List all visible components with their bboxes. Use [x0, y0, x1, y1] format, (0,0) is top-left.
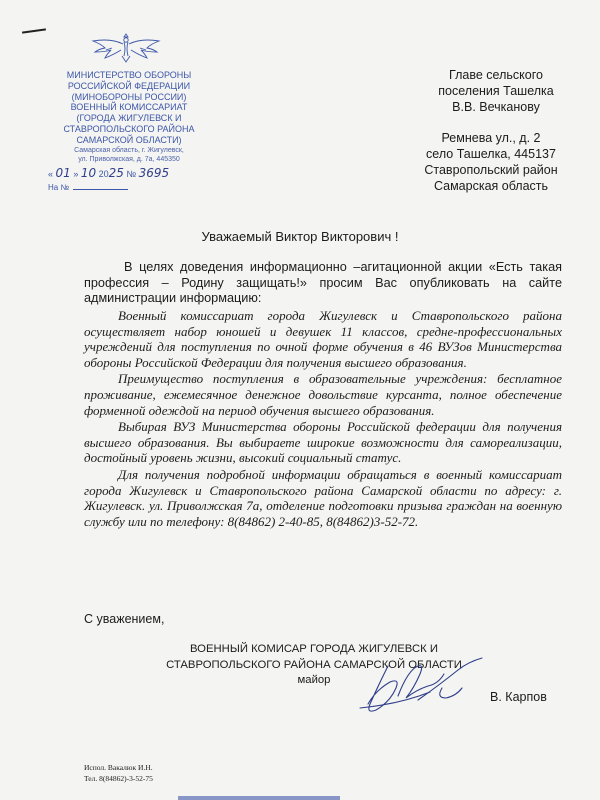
addressee-address-block: [396, 130, 586, 194]
reference-blank: [73, 189, 128, 190]
address-line: Самарская область: [433, 179, 549, 193]
body-paragraph: Военный комиссариат города Жигулевск и Ставропольского района осуществляет набор юношей и девушек 11 классов, средне-профессиональных учреждений для поступления по очной форме обучения в 46 ВУЗов Министерства обороны Российской Федерации для получения высшего образования.: [84, 308, 562, 370]
reference-line: [48, 183, 128, 192]
reg-year-prefix: 20: [98, 169, 109, 179]
addressee-line: поселения Ташелка: [438, 84, 554, 98]
body-paragraph: Для получения подробной информации обращаться в военный комиссариат города Жигулевск и Ставропольского района Самарской области по адресу: г. Жигулевск. ул. Приволжская 7а, отделение подготовки призыва граждан на военную службу или по телефону: 8(84862) 2-40-85, 8(84862)3-52-72.: [84, 466, 562, 529]
handwritten-signature: [358, 656, 488, 720]
reference-label: На №: [48, 183, 70, 192]
reg-number-label: №: [126, 169, 137, 179]
corner-pen-mark: [22, 28, 46, 33]
reg-quote-close: »: [73, 169, 79, 179]
reg-date-month: 10: [80, 166, 97, 180]
reg-quote-open: «: [48, 169, 54, 179]
closing-phrase: С уважением,: [84, 612, 165, 626]
ministry-line: ВОЕННЫЙ КОМИССАРИАТ: [70, 102, 188, 113]
signer-rank: майор: [297, 674, 331, 686]
executor-phone: Тел. 8(84862)-3-52-75: [84, 774, 153, 783]
executor-name: Испол. Вакалюк И.Н.: [84, 763, 153, 772]
ministry-address-line: Самарская область, г. Жигулевск,: [74, 146, 184, 154]
address-line: село Ташелка, 445137: [426, 147, 556, 161]
reg-date-year: 25: [108, 166, 124, 180]
reg-number: 3695: [138, 166, 170, 180]
bottom-edge-strip: [178, 796, 340, 800]
salutation: Уважаемый Виктор Викторович !: [201, 229, 399, 244]
reg-date-day: 01: [55, 166, 71, 180]
address-line: Ремнева ул., д. 2: [441, 131, 541, 145]
ministry-line: (МИНОБОРОНЫ РОССИИ): [71, 91, 187, 102]
address-line: Ставропольский район: [424, 163, 558, 177]
executor-block: [84, 762, 153, 784]
ministry-stamp-block: [54, 70, 204, 164]
ministry-line: СТАВРОПОЛЬСКОГО РАЙОНА: [63, 123, 195, 134]
intro-paragraph: [84, 260, 562, 307]
signer-name: В. Карпов: [490, 690, 547, 704]
registration-line: [48, 166, 169, 180]
ministry-address-line: ул. Приволжская, д. 7а, 445350: [78, 155, 180, 163]
addressee-line: В.В. Вечканову: [452, 100, 540, 114]
body-paragraph: Преимущество поступления в образовательные учреждения: бесплатное проживание, ежемесячное денежное довольствие курсанта, полное обеспечение форменной одеждой на период обучения высшего образования.: [84, 371, 562, 418]
addressee-line: Главе сельского: [449, 68, 543, 82]
ministry-line: РОССИЙСКОЙ ФЕДЕРАЦИИ: [67, 80, 191, 91]
body-paragraph: Выбирая ВУЗ Министерства обороны Российской федерации для получения высшего образования. Вы выбираете широкие возможности для самореализации, достойный уровень жизни, высокий социальный статус.: [84, 419, 562, 466]
letter-body: [84, 308, 562, 530]
signer-title-line: ВОЕННЫЙ КОМИСАР ГОРОДА ЖИГУЛЕВСК И: [190, 643, 438, 655]
eagle-emblem-icon: [86, 30, 166, 66]
ministry-line: САМАРСКОЙ ОБЛАСТИ): [76, 134, 182, 145]
addressee-block: [416, 67, 576, 115]
intro-text: В целях доведения информационно –агитационной акции «Есть такая профессия – Родину защищать!» просим Вас опубликовать на сайте администрации информацию:: [84, 260, 562, 306]
signer-title-line: СТАВРОПОЛЬСКОГО РАЙОНА САМАРСКОЙ ОБЛАСТИ: [166, 658, 462, 671]
ministry-line: (ГОРОДА ЖИГУЛЕВСК И: [76, 113, 182, 124]
ministry-line: МИНИСТЕРСТВО ОБОРОНЫ: [66, 70, 192, 80]
